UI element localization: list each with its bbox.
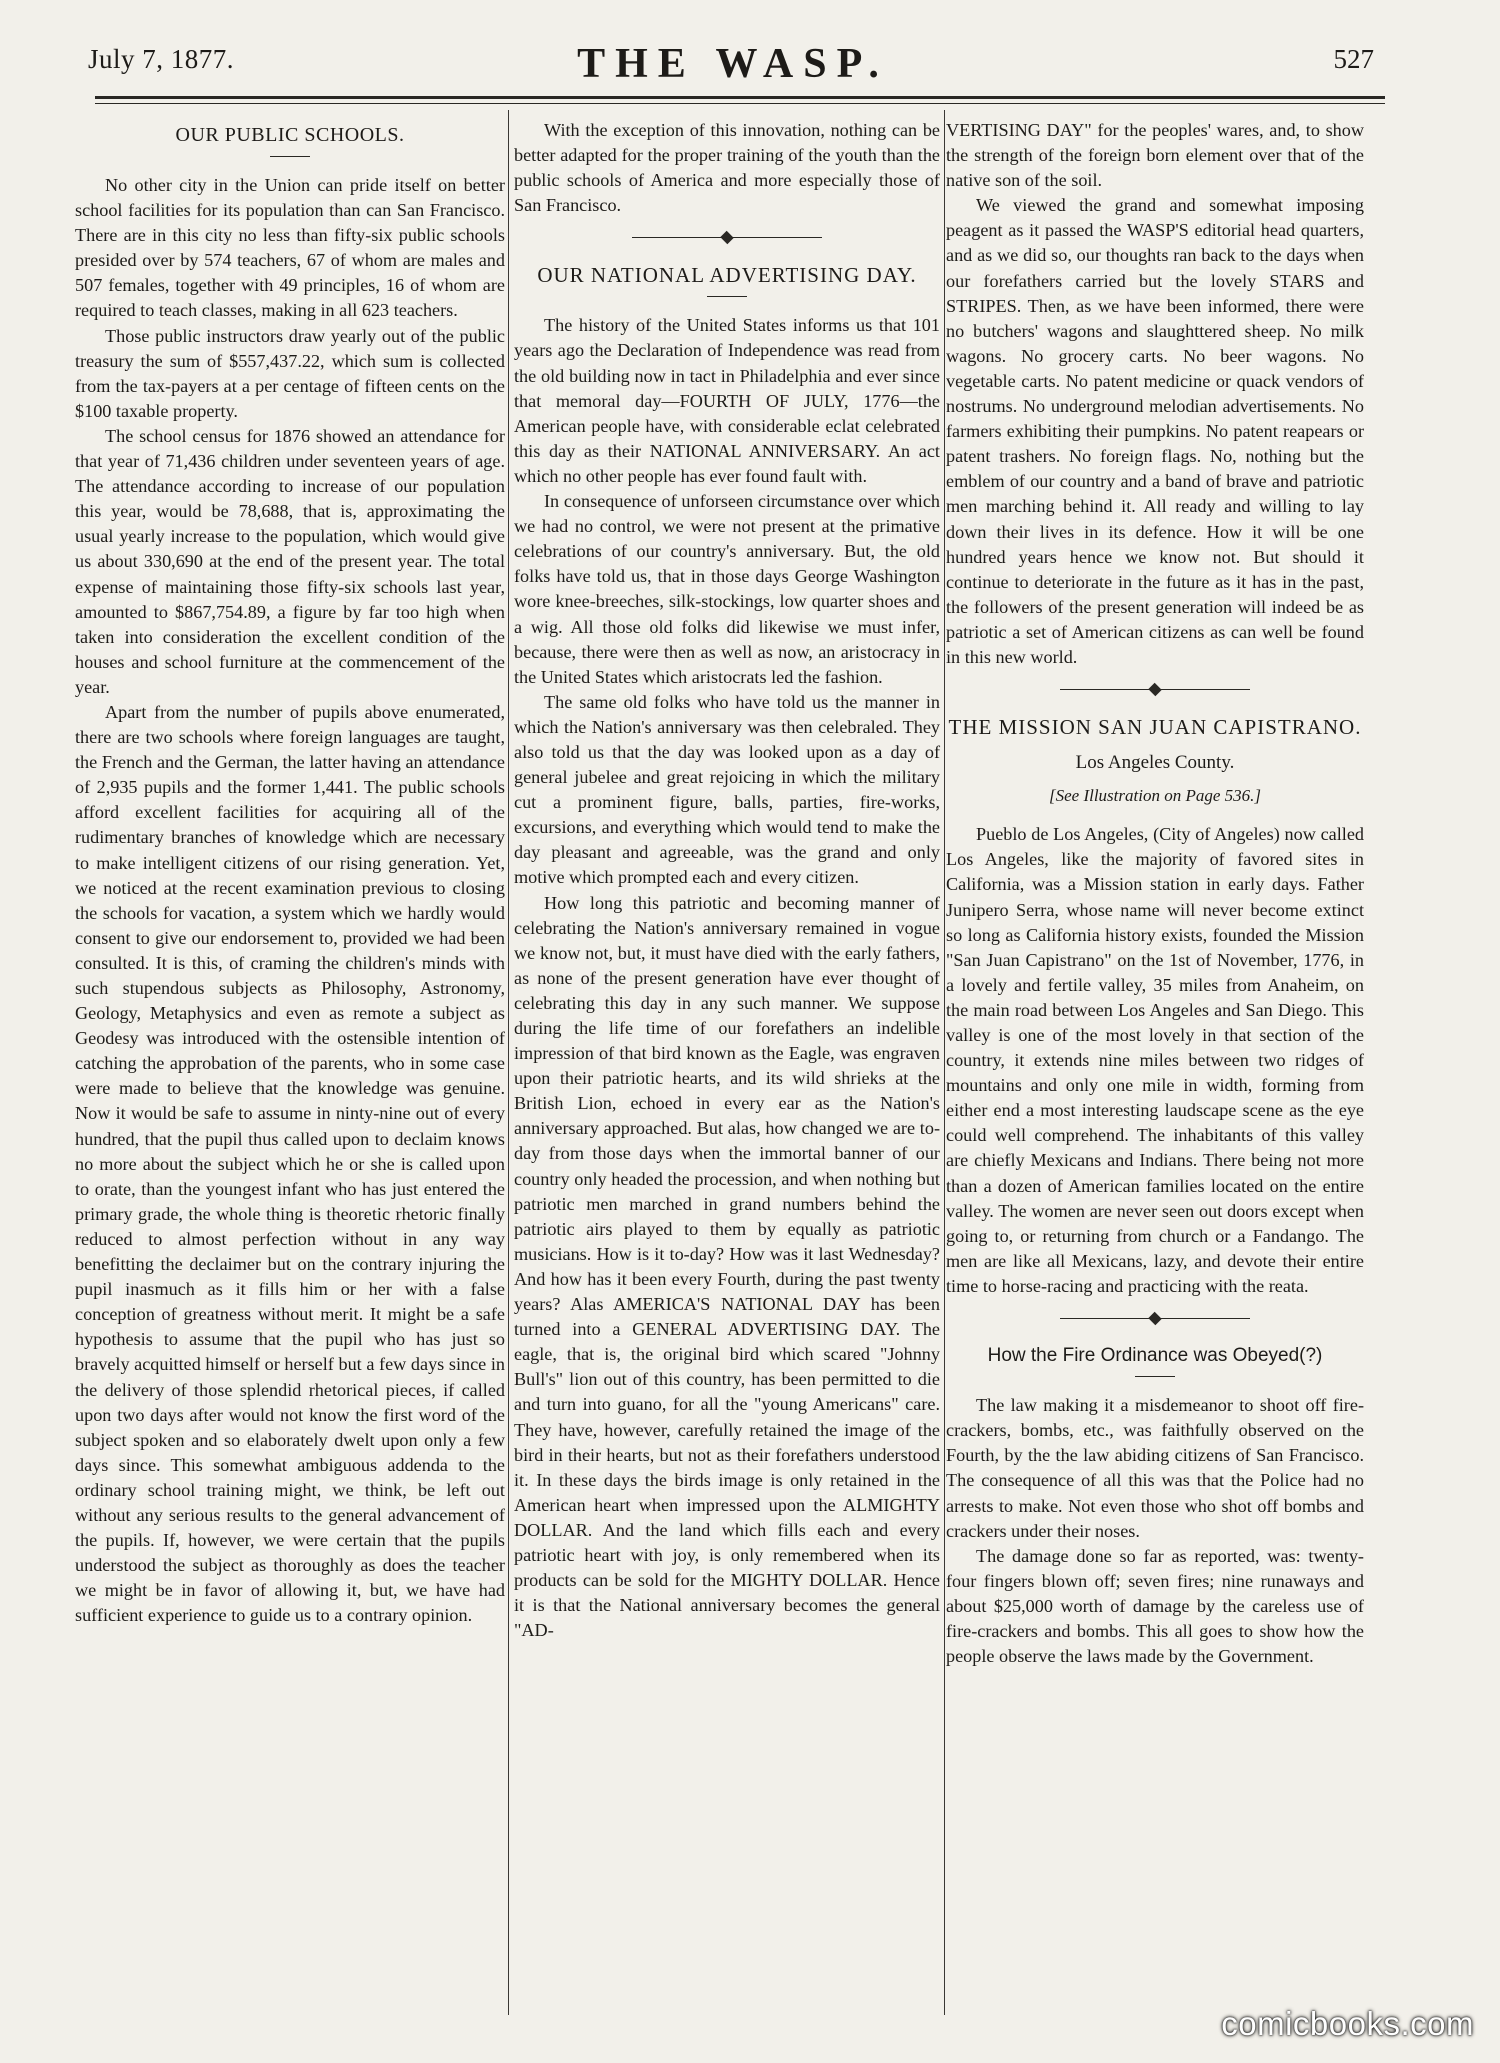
article-paragraph: Apart from the number of pupils above enumerated, there are two schools where foreign languages are taught, the French and the German, the latter having an attendance of 2,935 pupils and the former 1,441. The public schools afford excellent facilities for acquiring all of the rudimentary branches of knowledge which are necessary to make intelligent citizens of our rising generation. Yet, we noticed at the recent examination previous to closing the schools for vacation, a system which we hardly would consent to give our endorsement to, provided we had been consulted. It is this, of craming the children's minds with such stupendous subjects as Philosophy, Astronomy, Geology, Metaphysics and even as remote a subject as Geodesy was introduced with the ostensible intention of catching the approbation of the parents, who in some case were made to believe that the knowledge was genuine. Now it would be safe to assume in ninty-nine out of every hundred, that the pupil thus called upon to declaim knows no more about the subject which he or she is called upon to orate, than the youngest infant who has just entered the primary grade, the whole thing is theoretic rhetoric finally reduced to almost perfection without in any way benefitting the declaimer but on the contrary injuring the pupil inasmuch as it fills him or her with a false conception of greatness without merit. It might be a safe hypothesis to assume that the pupil who has just so bravely acquitted himself or herself but a few days since in the delivery of those splendid rhetorical pieces, if called upon two days after would not know the first word of the subject spoken and so elaborately dwelt upon only a few days since. This somewhat ambiguous addenda to the ordinary school training might, we think, be left out without any serious results to the general advancement of the pupils. If, however, we were certain that the pupils understood the subject as thoroughly as does the teacher we might be in favor of allowing it, but, we have had sufficient experience to guide us to a contrary opinion. xyxy=(75,701,505,1626)
section-ornament xyxy=(632,232,822,244)
column-divider xyxy=(508,110,509,2015)
article-subheading: Los Angeles County. xyxy=(1075,752,1235,774)
article-paragraph: The damage done so far as reported, was: twenty-four fingers blown off; seven fires; nine runaways and about $25,000 worth of damage by the careless use of fire-crackers and bombs. This all goes to show how the people observe the laws made by the Government. xyxy=(946,1545,1364,1667)
article-paragraph: Pueblo de Los Angeles, (City of Angeles) now called Los Angeles, like the majority of favored sites in California, was a Mission station in early days. Father Junipero Serra, whose name will never become extinct so long as California history exists, founded the Mission "San Juan Capistrano" on the 1st of November, 1776, in a lovely and fertile valley, 35 miles from Anaheim, on the main road between Los Angeles and San Diego. This valley is one of the most lovely in that section of the country, it extends nine miles between two ridges of mountains and only one mile in width, forming from either end a most interesting laudscape scene as the eye could well comprehend. The inhabitants of this valley are chiefly Mexicans and Indians. There being not more than a dozen of American families located on the entire valley. The women are never seen out doors except when going to, or returning from church or a Fandango. The men are like all Mexicans, lazy, and devote their entire time to horse-racing and practicing with the reata. xyxy=(946,824,1364,1296)
heading-rule xyxy=(707,296,747,297)
article-heading-fire-ordinance: How the Fire Ordinance was Obeyed(?) xyxy=(987,1345,1323,1367)
article-paragraph: The school census for 1876 showed an attendance for that year of 71,436 children under seventeen years of age. The attendance according to increase of our population this year, would be 78,688, that is, approximating the usual yearly increase to the population, which would give us about 330,690 at the end of the present year. The total expense of maintaining those fifty-six schools last year, amounted to $867,754.89, a figure by far too high when taken into consideration the excellent condition of the houses and school furniture at the commencement of the year. xyxy=(75,425,505,697)
section-ornament xyxy=(1060,684,1250,696)
newspaper-title: THE WASP. xyxy=(577,41,889,87)
article-paragraph: How long this patriotic and becoming manner of celebrating the Nation's anniversary remained in vogue we know not, but, it must have died with the early fathers, as none of the present generation have ever thought of celebrating this day in any such manner. We suppose during the life time of our forefathers an indelible impression of that bird known as the Eagle, was engraven upon their patriotic hearts, and its wild shrieks at the British Lion, echoed in every ear as the Nation's anniversary approached. But alas, how changed we are to-day from those days when the immortal banner of our country only headed the procession, and when nothing but patriotic men marched in grand numbers behind the patriotic airs played to them by equally as patriotic musicians. How is it to-day? How was it last Wednesday? And how has it been every Fourth, during the past twenty years? Alas AMERICA'S NATIONAL DAY has been turned into a GENERAL ADVERTISING DAY. The eagle, that is, the original bird which scared "Johnny Bull's" lion out of this country, has been permitted to die and turn into guano, for all the "young Americans" care. They have, however, carefully retained the image of the bird in their hearts, but not as their forefathers understood it. In these days the birds image is only retained in the American heart when impressed upon the ALMIGHTY DOLLAR. And the land which fills each and every patriotic heart with joy, is only remembered when its products can be sold for the MIGHTY DOLLAR. Hence it is that the National anniversary becomes the general "AD- xyxy=(514,892,940,1641)
masthead xyxy=(88,40,1378,87)
issue-date: July 7, 1877. xyxy=(88,44,235,74)
article-heading-advertising-day: OUR NATIONAL ADVERTISING DAY. xyxy=(537,263,917,288)
column-divider xyxy=(944,110,945,2015)
article-paragraph: The law making it a misdemeanor to shoot off fire-crackers, bombs, etc., was faithfully observed on the Fourth, by the the law abiding citizens of San Francisco. The consequence of all this was that the Police had no arrests to make. Not even those who shot off bombs and crackers under their noses. xyxy=(946,1395,1364,1541)
page-number: 527 xyxy=(1333,44,1374,74)
illustration-note: [See Illustration on Page 536.] xyxy=(1048,786,1261,806)
article-paragraph: Those public instructors draw yearly out of the public treasury the sum of $557,437.22, which sum is collected from the tax-payers at a per centage of fifteen cents on the $100 taxable property. xyxy=(75,325,505,421)
article-paragraph: With the exception of this innovation, nothing can be better adapted for the proper training of the youth than the public schools of America and more especially those of San Francisco. xyxy=(514,120,940,216)
heading-rule xyxy=(270,156,310,157)
masthead-rule-thick xyxy=(95,96,1385,99)
article-paragraph: The same old folks who have told us the manner in which the Nation's anniversary was then celebraled. They also told us that the day was looked upon as a day of general jubelee and great rejoicing in which the military cut a prominent figure, balls, parties, fire-works, excursions, and everything which would tend to make the day pleasant and agreeable, was the grand and only motive which prompted each and every citizen. xyxy=(514,691,940,888)
article-heading-public-schools: OUR PUBLIC SCHOOLS. xyxy=(175,124,405,146)
article-heading-mission: THE MISSION SAN JUAN CAPISTRANO. xyxy=(948,715,1362,740)
article-paragraph: We viewed the grand and somewhat imposing peagent as it passed the WASP'S editorial head quarters, and as we did so, our thoughts ran back to the days when our forefathers carried but the lovely STARS and STRIPES. Then, as we have been informed, there were no butchers' wagons and slaughttered sheep. No milk wagons. No grocery carts. No beer wagons. No vegetable carts. No patent medicine or quack vendors of nostrums. No underground melodian advertisements. No farmers exhibiting their pumpkins. No patent reapears or patent trashers. No foreign flags. No, nothing but the emblem of our country and a band of brave and patriotic men marching behind it. All ready and willing to lay down their lives in its defence. How it will be one hundred years hence we know not. But should it continue to deteriorate in the future as it has in the past, the followers of the present generation will indeed be as patriotic a set of American citizens as can well be found in this new world. xyxy=(946,195,1364,667)
masthead-rule-thin xyxy=(95,103,1385,104)
article-paragraph: No other city in the Union can pride itself on better school facilities for its population than can San Francisco. There are in this city no less than fifty-six public schools presided over by 574 teachers, 67 of whom are males and 507 females, together with 49 principles, 16 of whom are required to teach classes, making in all 623 teachers. xyxy=(75,175,505,321)
article-paragraph: In consequence of unforseen circumstance over which we had no control, we were not present at the primative celebrations of our country's anniversary. But, the old folks have told us, that in those days George Washington wore knee-breeches, silk-stockings, low quarter shoes and a wig. All those old folks did likewise we must infer, because, there were then as well as now, an aristocracy in the United States which aristocrats led the fashion. xyxy=(514,491,940,687)
watermark-logo: comicbooks.com xyxy=(1221,2005,1474,2042)
column-2 xyxy=(514,118,940,1643)
column-1 xyxy=(75,118,505,1628)
heading-rule xyxy=(1135,1376,1175,1377)
section-ornament xyxy=(1060,1313,1250,1325)
article-paragraph: The history of the United States informs us that 101 years ago the Declaration of Independence was read from the old building now in tact in Philadelphia and ever since that memoral day—FOURTH OF JULY, 1776—the American people have, with considerable eclat celebrated this day as their NATIONAL ANNIVERSARY. An act which no other people has ever found fault with. xyxy=(514,315,940,486)
column-3 xyxy=(946,118,1364,1669)
article-paragraph: VERTISING DAY" for the peoples' wares, and, to show the strength of the foreign born element over that of the native son of the soil. xyxy=(946,120,1364,191)
